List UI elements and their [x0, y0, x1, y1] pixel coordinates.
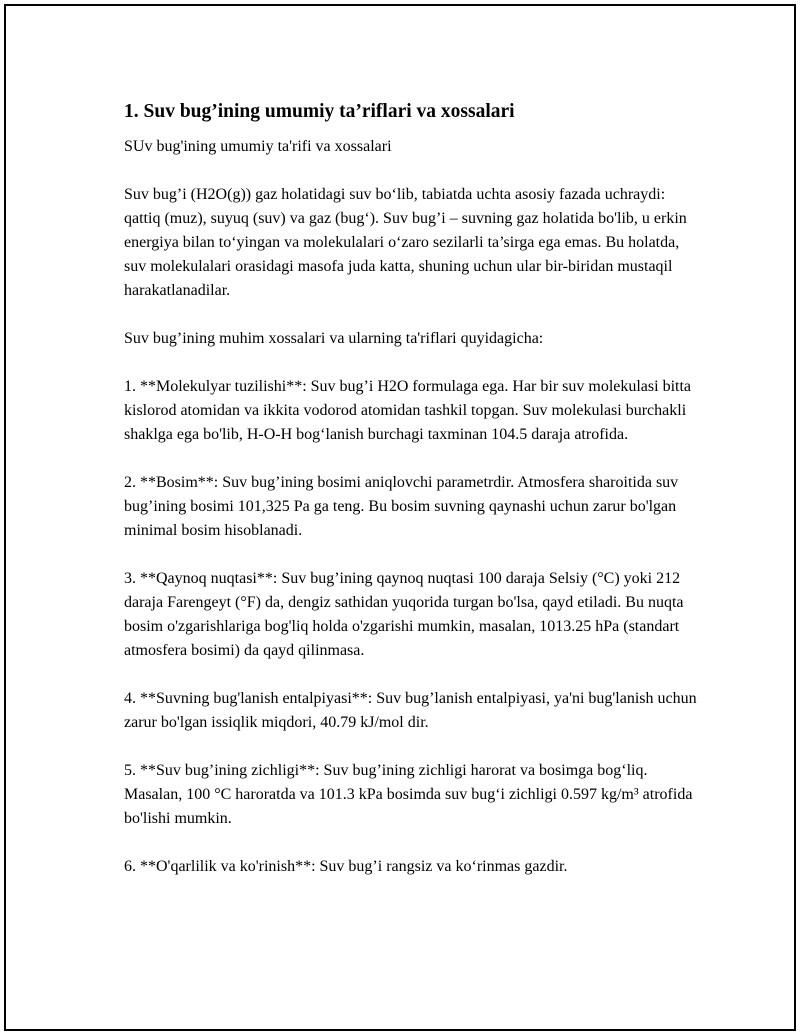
document-subtitle: SUv bug'ining umumiy ta'rifi va xossalari [124, 138, 392, 155]
list-item-pressure: 2. **Bosim**: Suv bug’ining bosimi aniqlovchi parametrdir. Atmosfera sharoitida suv bug’ining bosimi 101,325 Pa ga teng. Bu bosim suvning qaynashi uchun zarur bo'lgan minimal bosim hisoblanadi. [124, 474, 679, 539]
list-item-density: 5. **Suv bug’ining zichligi**: Suv bug’ining zichligi harorat va bosimga bog‘liq. Masalan, 100 °C haroratda va 101.3 kPa bosimda suv bug‘i zichligi 0.597 kg/m³ atrofida bo'lishi mumkin. [124, 762, 693, 827]
list-item-enthalpy: 4. **Suvning bug'lanish entalpiyasi**: Suv bug’lanish entalpiyasi, ya'ni bug'lanish uchun zarur bo'lgan issiqlik miqdori, 40.79 kJ/mol dir. [124, 690, 697, 731]
list-item-boiling-point: 3. **Qaynoq nuqtasi**: Suv bug’ining qaynoq nuqtasi 100 daraja Selsiy (°C) yoki 212 daraja Farengeyt (°F) da, dengiz sathidan yuqorida turgan bo'lsa, qayd etiladi. Bu nuqta bosim o'zgarishlariga bog'liq holda o'zgarishi mumkin, masalan, 1013.25 hPa (standart atmosfera bosimi) da qayd qilinmasa. [124, 570, 684, 659]
document-title: 1. Suv bug’ining umumiy ta’riflari va xossalari [124, 101, 515, 122]
lead-paragraph: Suv bug’ining muhim xossalari va ularning ta'riflari quyidagicha: [124, 330, 544, 347]
list-item-appearance: 6. **O'qarlilik va ko'rinish**: Suv bug’i rangsiz va ko‘rinmas gazdir. [124, 858, 568, 875]
intro-paragraph: Suv bug’i (H2O(g)) gaz holatidagi suv bo‘lib, tabiatda uchta asosiy fazada uchraydi: qattiq (muz), suyuq (suv) va gaz (bug‘). Suv bug’i – suvning gaz holatida bo'lib, u erkin energiya bilan to‘yingan va molekulalari o‘zaro sezilarli ta’sirga ega emas. Bu holatda, suv molekulalari orasidagi masofa juda katta, shuning uchun ular bir-biridan mustaqil harakatlanadilar. [124, 186, 687, 299]
document-body [124, 99, 704, 903]
page-frame [4, 4, 796, 1031]
list-item-molecular-structure: 1. **Molekulyar tuzilishi**: Suv bug’i H2O formulaga ega. Har bir suv molekulasi bitta kislorod atomidan va ikkita vodorod atomidan tashkil topgan. Suv molekulasi burchakli shaklga ega bo'lib, H-O-H bog‘lanish burchagi taxminan 104.5 daraja atrofida. [124, 378, 692, 443]
